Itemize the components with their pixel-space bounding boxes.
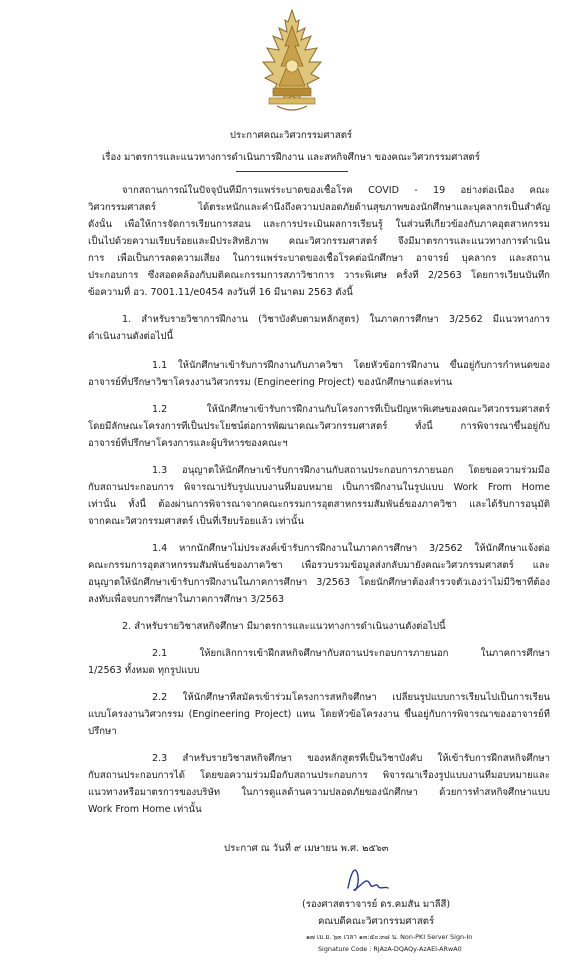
intro-line: จากสถานการณ์ในปัจจุบันที่มีการแพร่ระบาดของเชื้อโรค COVID - 19 อย่างต่อเนื่อง คณะ (122, 185, 550, 196)
item-2-3-line: กับสถานประกอบการได้ โดยขอความร่วมมือกับสถานประกอบการ พิจารณาเรื่องรูปแบบงานที่มอบหมายและ (88, 770, 550, 781)
intro-line: วิศวกรรมศาสตร์ ได้ตระหนักและคำนึงถึงความปลอดภัยด้านสุขภาพของนักศึกษาและบุคลากรเป็นสำคัญ (88, 202, 550, 213)
announcement-date: ประกาศ ณ วันที่ ๙ เมษายน พ.ศ. ๒๕๖๓ (224, 843, 389, 854)
item-1-2-line: อาจารย์ที่ปรึกษาโครงการและผู้บริหารของคณะฯ (88, 438, 288, 449)
header-divider (236, 171, 348, 172)
item-1-3-line: กับสถานประกอบการ พิจารณาปรับรูปแบบงานที่มอบหมาย เป็นการฝึกงานในรูปแบบ Work From Home (88, 482, 550, 493)
item-2-2-line: 2.2 ให้นักศึกษาที่สมัครเข้าร่วมโครงการสหกิจศึกษา เปลี่ยนรูปแบบการเรียนไปเป็นการเรียน (152, 692, 550, 703)
section1-heading: 1. สำหรับรายวิชาการฝึกงาน (วิชาบังคับตามหลักสูตร) ในภาคการศึกษา 3/2562 มีแนวทางการ (122, 314, 550, 325)
announcement-title: ประกาศคณะวิศวกรรมศาสตร์ (229, 130, 353, 141)
certification-line: ๑๗ เม.ย. ๖๓ เวลา ๑๓:๕๐:๓๘ น. Non-PKI Server Sign-In (306, 933, 473, 941)
item-2-2-line: แบบโครงงานวิศวกรรม (Engineering Project) แทน โดยหัวข้อโครงงาน ขึ้นอยู่กับการพิจารณาของอาจารย์ที่ (88, 709, 550, 720)
intro-line: การ เพื่อเป็นการลดความเสี่ยง ในการแพร่ระบาดของเชื้อโรคต่อนักศึกษา อาจารย์ บุคลากร และสถาน (88, 253, 550, 264)
signer-title: คณบดีคณะวิศวกรรมศาสตร์ (318, 916, 435, 927)
intro-line: ประกอบการ ซึ่งสอดคล้องกับมติคณะกรรมการสภาวิชาการ วาระพิเศษ ครั้งที่ 2/2563 โดยการเวียนบันทึก (88, 270, 550, 281)
item-2-1-line: 1/2563 ทั้งหมด ทุกรูปแบบ (88, 665, 200, 676)
item-1-1-line: อาจารย์ที่ปรึกษาวิชาโครงงานวิศวกรรม (Engineering Project) ของนักศึกษาแต่ละท่าน (88, 377, 453, 388)
item-2-3-line: แนวทางหรือมาตรการของบริษัท ในการดูแลด้านความปลอดภัยของนักศึกษา ด้วยการทำสหกิจศึกษาแบบ (88, 787, 550, 798)
item-1-2-line: 1.2 ให้นักศึกษาเข้ารับการฝึกงานกับโครงการที่เป็นปัญหาพิเศษของคณะวิศวกรรมศาสตร์ (152, 404, 550, 415)
item-1-3-line: จากคณะวิศวกรรมศาสตร์ เป็นที่เรียบร้อยแล้ว เท่านั้น (88, 516, 304, 527)
item-1-2-line: โดยมีลักษณะโครงการที่เป็นประโยชน์ต่อการพัฒนาคณะวิศวกรรมศาสตร์ ทั้งนี้ การพิจารณาขึ้นอยู่กับ (88, 421, 550, 432)
item-2-3-line: 2.3 สำหรับรายวิชาสหกิจศึกษา ของหลักสูตรที่เป็นวิชาบังคับ ให้เข้ารับการฝึกสหกิจศึกษา (152, 753, 550, 764)
item-1-4-line: 1.4 หากนักศึกษาไม่ประสงค์เข้ารับการฝึกงานในภาคการศึกษา 3/2562 ให้นักศึกษาแจ้งต่อ (152, 543, 550, 554)
signer-name: (รองศาสตราจารย์ ดร.คมสัน มาลีสี) (302, 899, 451, 910)
section2-heading: 2. สำหรับรายวิชาสหกิจศึกษา มีมาตรการและแนวทางการดำเนินงานดังต่อไปนี้ (122, 621, 446, 632)
signature-code: Signature Code : RjAzA-DQAQy-AzAEI-ARwA0 (318, 945, 462, 953)
section1-heading: ดำเนินงานดังต่อไปนี้ (88, 331, 174, 342)
item-2-3-line: Work From Home เท่านั้น (88, 804, 202, 815)
item-1-1-line: 1.1 ให้นักศึกษาเข้ารับการฝึกงานกับภาควิชา โดยหัวข้อการฝึกงาน ขึ้นอยู่กับการกำหนดของ (152, 360, 550, 371)
university-seal-icon (247, 6, 337, 118)
item-1-4-line: อนุญาตให้นักศึกษาเข้ารับการฝึกงานในภาคการศึกษา 3/2563 โดยนักศึกษาต้องสำรวจตัวเองว่าไม่มีวิชาที่ต้อง (88, 577, 550, 588)
intro-line: ข้อความที่ อว. 7001.11/e0454 ลงวันที่ 16 มีนาคม 2563 ดังนี้ (88, 287, 353, 298)
intro-line: เป็นไปด้วยความเรียบร้อยและมีประสิทธิภาพ คณะวิศวกรรมศาสตร์ จึงมีมาตรการและแนวทางการดำเนิน (88, 236, 550, 247)
item-2-1-line: 2.1 ให้ยกเลิกการเข้าฝึกสหกิจศึกษากับสถานประกอบการภายนอก ในภาคการศึกษา (152, 648, 550, 659)
item-1-3-line: 1.3 อนุญาตให้นักศึกษาเข้ารับการฝึกงานกับสถานประกอบการภายนอก โดยขอความร่วมมือ (152, 465, 550, 476)
intro-line: ดังนั้น เพื่อให้การจัดการเรียนการสอน และการประเมินผลการเรียนรู้ ในส่วนที่เกี่ยวข้องกับภาคอุตสาหกรรม (88, 219, 550, 230)
item-1-4-line: ลงทับเพื่อจบการศึกษาในภาคการศึกษา 3/2563 (88, 594, 285, 605)
handwritten-signature (344, 862, 390, 898)
item-1-3-line: เท่านั้น ทั้งนี้ ต้องผ่านการพิจารณาจากคณะกรรมการอุตสาหกรรมสัมพันธ์ของภาควิชา และได้รับการอนุมัติ (88, 499, 550, 510)
item-2-2-line: ปรึกษา (88, 726, 117, 737)
item-1-4-line: คณะกรรมการอุตสาหกรรมสัมพันธ์ของภาควิชา เพื่อรวบรวมข้อมูลส่งกลับมายังคณะวิศวกรรมศาสตร์ และ (88, 560, 550, 571)
announcement-subject: เรื่อง มาตรการและแนวทางการดำเนินการฝึกงาน และสหกิจศึกษา ของคณะวิศวกรรมศาสตร์ (102, 152, 480, 163)
